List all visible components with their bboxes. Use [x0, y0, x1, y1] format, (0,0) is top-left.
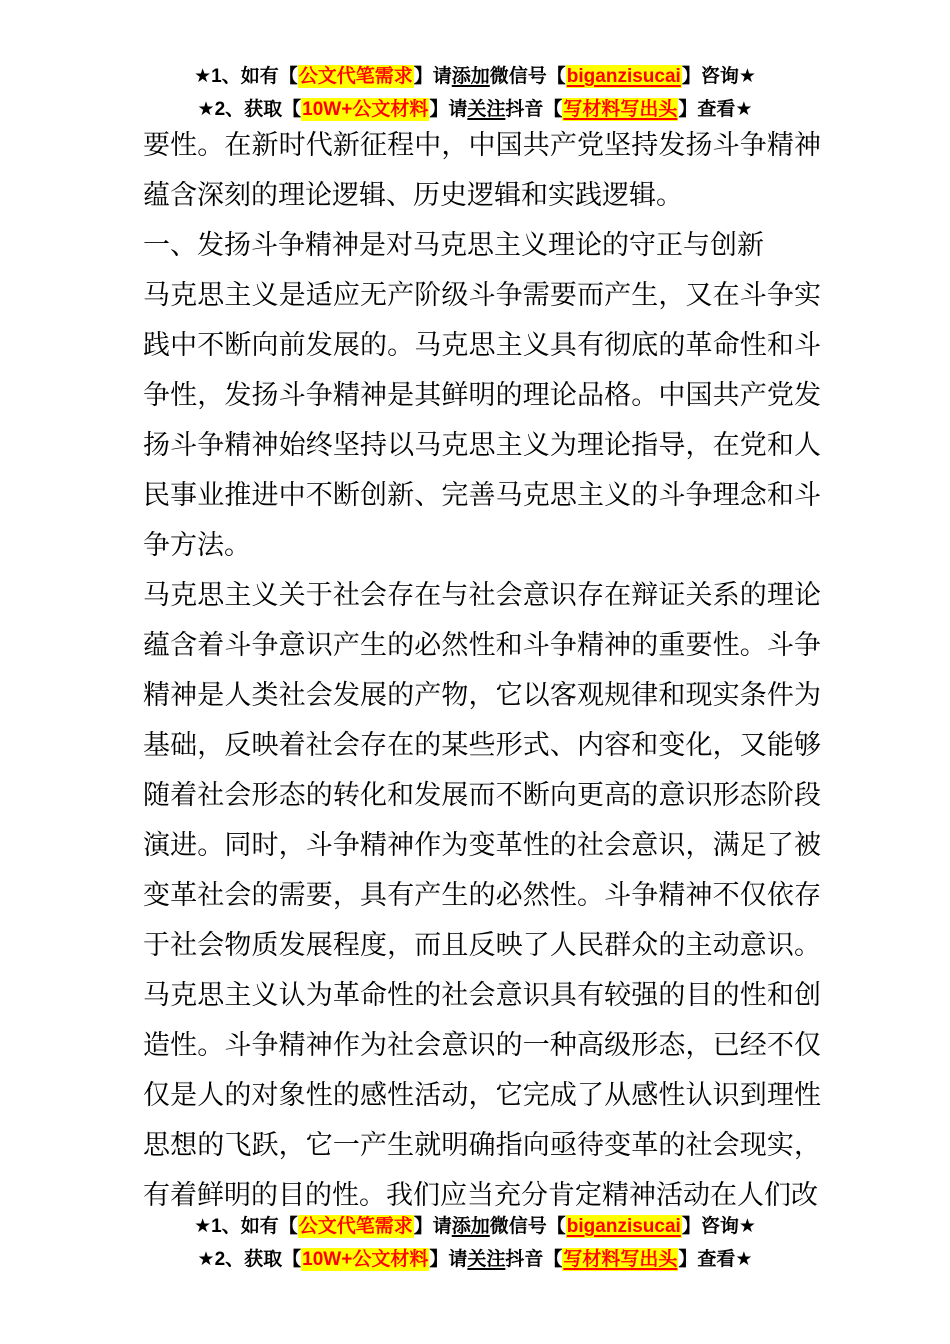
paragraph: 马克思主义是适应无产阶级斗争需要而产生，又在斗争实践中不断向前发展的。马克思主义具有彻底的革命性和斗争性，发扬斗争精神是其鲜明的理论品格。中国共产党发扬斗争精神始终坚持以马克思主义为理论指导，在党和人民事业推进中不断创新、完善马克思主义的斗争理念和斗争方法。 — [143, 280, 821, 560]
promo-douyin-id-highlight: 写材料写出头 — [563, 1249, 678, 1270]
promo-action-underline: 关注 — [467, 1249, 506, 1270]
promo-douyin-id-highlight: 写材料写出头 — [563, 99, 678, 120]
promo-prefix: ★1、如有【 — [194, 66, 298, 87]
promo-wechat-id-highlight: biganzisucai — [566, 66, 681, 87]
promo-bracket-text: 】请 — [429, 99, 468, 120]
promo-action-underline: 添加 — [451, 1216, 490, 1237]
promo-service-highlight: 公文代笔需求 — [298, 1216, 413, 1237]
document-body — [143, 120, 821, 1220]
promo-action-underline: 关注 — [467, 99, 506, 120]
promo-banner-bottom — [0, 1210, 950, 1276]
paragraph-continuation: 要性。在新时代新征程中，中国共产党坚持发扬斗争精神蕴含深刻的理论逻辑、历史逻辑和实践逻辑。 — [143, 130, 821, 210]
promo-bracket-text: 】请 — [413, 66, 452, 87]
promo-prefix: ★2、获取【 — [197, 1249, 302, 1270]
promo-suffix: 】查看★ — [678, 1249, 753, 1270]
promo-bracket-text: 】请 — [413, 1216, 452, 1237]
promo-channel-text: 抖音【 — [505, 1249, 563, 1270]
promo-suffix: 】查看★ — [678, 99, 753, 120]
promo-banner-top — [0, 60, 950, 126]
promo-action-underline: 添加 — [451, 66, 490, 87]
promo-line-1 — [0, 1210, 950, 1243]
promo-bracket-text: 】请 — [429, 1249, 468, 1270]
paragraph: 马克思主义关于社会存在与社会意识存在辩证关系的理论蕴含着斗争意识产生的必然性和斗争精神的重要性。斗争精神是人类社会发展的产物，它以客观规律和现实条件为基础，反映着社会存在的某些形式、内容和变化，又能够随着社会形态的转化和发展而不断向更高的意识形态阶段演进。同时，斗争精神作为变革性的社会意识，满足了被变革社会的需要，具有产生的必然性。斗争精神不仅依存于社会物质发展程度，而且反映了人民群众的主动意识。马克思主义认为革命性的社会意识具有较强的目的性和创造性。斗争精神作为社会意识的一种高级形态，已经不仅仅是人的对象性的感性活动，它完成了从感性认识到理性思想的飞跃，它一产生就明确指向亟待变革的社会现实，有着鲜明的目的性。我们应当充分肯定精神活动在人们改 — [143, 580, 821, 1210]
promo-wechat-id-highlight: biganzisucai — [566, 1216, 681, 1237]
section-heading: 一、发扬斗争精神是对马克思主义理论的守正与创新 — [143, 230, 764, 260]
promo-line-1 — [0, 60, 950, 93]
promo-channel-text: 微信号【 — [489, 66, 566, 87]
promo-channel-text: 抖音【 — [505, 99, 563, 120]
promo-service-highlight: 10W+公文材料 — [302, 99, 429, 120]
promo-service-highlight: 公文代笔需求 — [298, 66, 413, 87]
promo-suffix: 】咨询★ — [681, 66, 756, 87]
promo-suffix: 】咨询★ — [681, 1216, 756, 1237]
promo-prefix: ★1、如有【 — [194, 1216, 298, 1237]
promo-channel-text: 微信号【 — [489, 1216, 566, 1237]
promo-prefix: ★2、获取【 — [197, 99, 302, 120]
promo-service-highlight: 10W+公文材料 — [302, 1249, 429, 1270]
promo-line-2 — [0, 1243, 950, 1276]
